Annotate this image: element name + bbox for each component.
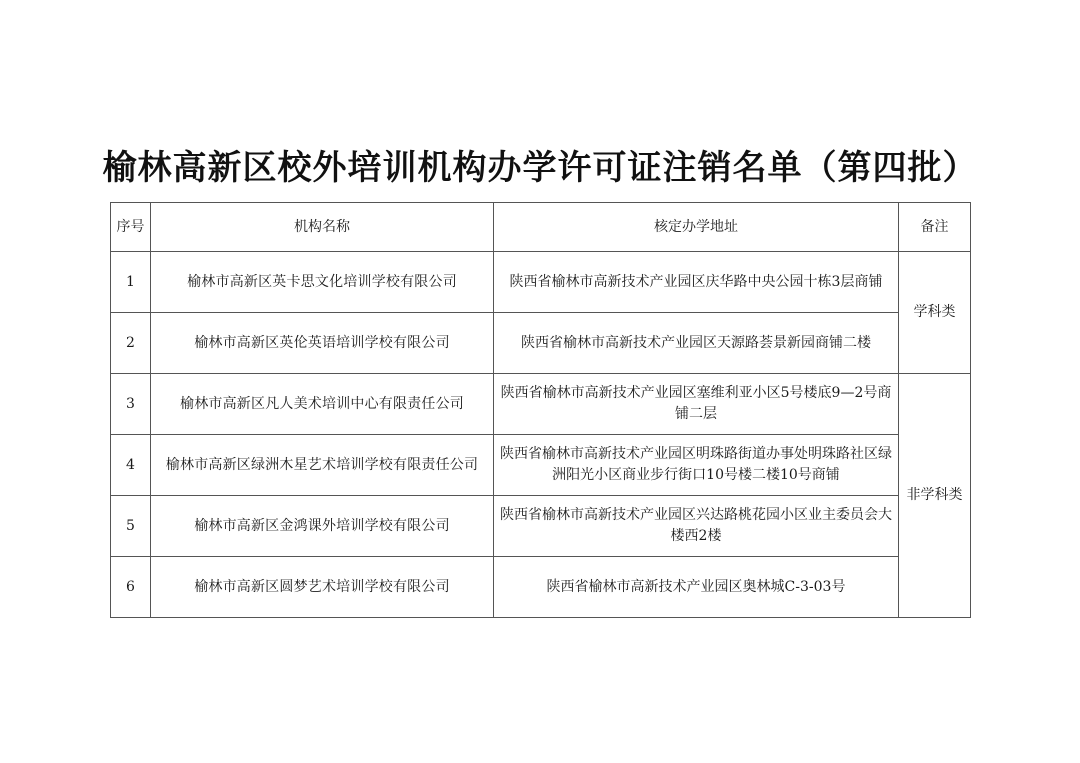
serial-number: 2: [111, 313, 151, 374]
header-serial-number: 序号: [111, 203, 151, 252]
institution-name: 榆林市高新区凡人美术培训中心有限责任公司: [151, 374, 494, 435]
institution-name: 榆林市高新区英卡思文化培训学校有限公司: [151, 252, 494, 313]
serial-number: 3: [111, 374, 151, 435]
remarks-category: 非学科类: [899, 374, 971, 618]
serial-number: 4: [111, 435, 151, 496]
deregistration-table: [110, 202, 971, 618]
approved-address: 陕西省榆林市高新技术产业园区塞维利亚小区5号楼底9—2号商铺二层: [494, 374, 899, 435]
table-header-row: [111, 203, 971, 252]
table-row: [111, 435, 971, 496]
serial-number: 1: [111, 252, 151, 313]
serial-number: 5: [111, 496, 151, 557]
institution-name: 榆林市高新区英伦英语培训学校有限公司: [151, 313, 494, 374]
approved-address: 陕西省榆林市高新技术产业园区兴达路桃花园小区业主委员会大楼西2楼: [494, 496, 899, 557]
table-row: [111, 252, 971, 313]
table-row: [111, 557, 971, 618]
table-row: [111, 496, 971, 557]
institution-name: 榆林市高新区圆梦艺术培训学校有限公司: [151, 557, 494, 618]
remarks-category: 学科类: [899, 252, 971, 374]
approved-address: 陕西省榆林市高新技术产业园区天源路荟景新园商铺二楼: [494, 313, 899, 374]
page-title: 榆林高新区校外培训机构办学许可证注销名单（第四批）: [102, 148, 978, 188]
approved-address: 陕西省榆林市高新技术产业园区奥林城C-3-03号: [494, 557, 899, 618]
approved-address: 陕西省榆林市高新技术产业园区庆华路中央公园十栋3层商铺: [494, 252, 899, 313]
header-remarks: 备注: [899, 203, 971, 252]
institution-name: 榆林市高新区绿洲木星艺术培训学校有限责任公司: [151, 435, 494, 496]
table-row: [111, 313, 971, 374]
approved-address: 陕西省榆林市高新技术产业园区明珠路街道办事处明珠路社区绿洲阳光小区商业步行街口10号楼二楼10号商铺: [494, 435, 899, 496]
table-row: [111, 374, 971, 435]
header-approved-address: 核定办学地址: [494, 203, 899, 252]
header-institution-name: 机构名称: [151, 203, 494, 252]
institution-name: 榆林市高新区金鸿课外培训学校有限公司: [151, 496, 494, 557]
serial-number: 6: [111, 557, 151, 618]
